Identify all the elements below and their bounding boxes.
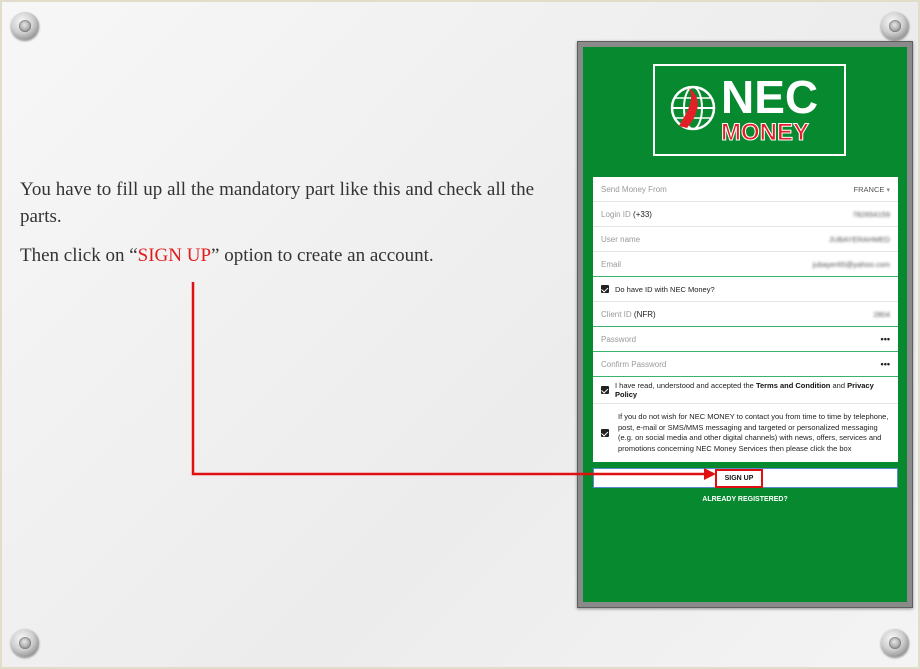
confirm-password-field[interactable] [593, 352, 898, 377]
client-id-label [601, 310, 656, 319]
chevron-down-icon: ▾ [886, 186, 890, 194]
nec-money-logo [653, 64, 846, 156]
client-id-value: 2804 [873, 309, 890, 319]
country-value: FRANCE [853, 184, 885, 194]
instruction-paragraph-1: You have to fill up all the mandatory part like this and check all the parts. [20, 179, 534, 227]
terms-link[interactable]: Terms and Condition [755, 381, 831, 390]
send-money-from-label: Send Money From [601, 184, 667, 194]
login-id-code: (+33) [633, 209, 652, 219]
screw-top-left-icon [11, 12, 39, 40]
email-label: Email [601, 259, 622, 269]
client-id-code: (NFR) [633, 309, 656, 319]
login-id-value: 782654159 [852, 209, 890, 219]
password-value: ••• [880, 334, 890, 344]
marketing-text: If you do not wish for NEC MONEY to contact you from time to time by telephone, post, e-mail or SMS/MMS messaging and targeted or personalized messaging (e.g. on social media and other digital channels) with news, offers, services and promotions concerning NEC Money Services then please click the box [618, 412, 889, 453]
instruction-p2-after: ” option to create an account. [211, 245, 434, 266]
logo-text-money: MONEY [721, 119, 810, 146]
login-id-label-text: Login ID [601, 209, 631, 219]
app-screen [583, 47, 907, 602]
password-label: Password [601, 334, 637, 344]
terms-prefix: I have read, understood and accepted the [615, 381, 756, 390]
terms-checkbox[interactable] [601, 386, 609, 394]
terms-and: and [830, 381, 848, 390]
signup-button[interactable]: SIGN UP [715, 469, 763, 488]
username-field[interactable] [593, 227, 898, 252]
instruction-signup-highlight: SIGN UP [137, 245, 212, 266]
screw-bottom-left-icon [11, 629, 39, 657]
have-id-checkbox-row[interactable] [593, 277, 898, 302]
logo-text-nec: NEC [721, 71, 819, 123]
have-id-checkbox[interactable] [601, 285, 609, 293]
send-money-from-value [854, 185, 890, 194]
instruction-text [20, 176, 534, 281]
signup-form [593, 177, 898, 462]
instruction-paragraph-2 [20, 242, 534, 269]
client-id-label-text: Client ID [601, 309, 632, 319]
screw-bottom-right-icon [881, 629, 909, 657]
already-registered-link[interactable]: ALREADY REGISTERED? [702, 496, 788, 503]
have-id-label: Do have ID with NEC Money? [615, 284, 715, 294]
confirm-password-label: Confirm Password [601, 359, 667, 369]
globe-logo-icon [667, 82, 719, 134]
client-id-field[interactable] [593, 302, 898, 327]
marketing-checkbox[interactable] [601, 429, 609, 437]
marketing-checkbox-row[interactable] [593, 404, 898, 462]
phone-screenshot [577, 41, 913, 608]
email-value: jubayer65@yahoo.com [812, 259, 890, 269]
username-value: JUBAYERAHMED [828, 234, 890, 244]
screw-top-right-icon [881, 12, 909, 40]
instruction-p2-before: Then click on “ [20, 245, 138, 266]
login-id-label [601, 210, 652, 219]
login-id-field[interactable] [593, 202, 898, 227]
terms-checkbox-row[interactable] [593, 377, 898, 404]
username-label: User name [601, 234, 641, 244]
confirm-password-value: ••• [880, 359, 890, 369]
terms-text [615, 381, 890, 399]
email-field[interactable] [593, 252, 898, 277]
send-money-from-select[interactable] [593, 177, 898, 202]
password-field[interactable] [593, 327, 898, 352]
privacy-policy-link[interactable]: Privacy Policy [615, 381, 874, 399]
